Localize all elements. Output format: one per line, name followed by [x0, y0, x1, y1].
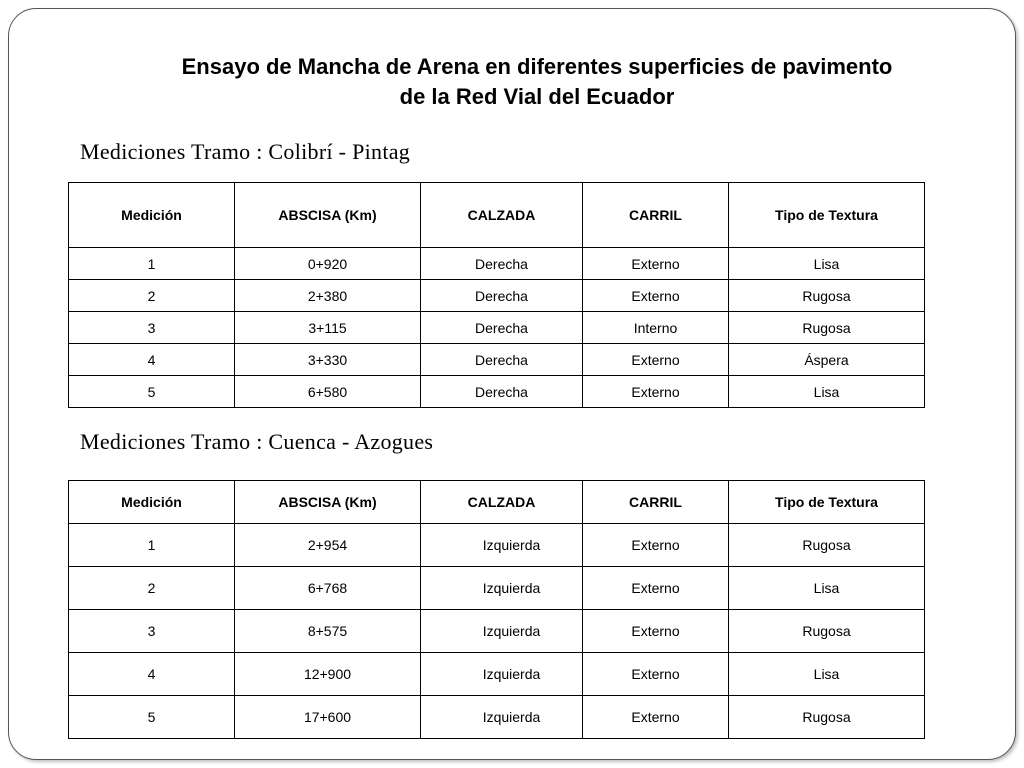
cell-abscisa: 0+920: [235, 248, 421, 280]
table-colibri-pintag: [68, 182, 925, 408]
cell-medicion: 2: [69, 280, 235, 312]
cell-abscisa: 12+900: [235, 653, 421, 696]
header-carril: CARRIL: [583, 183, 729, 248]
cell-medicion: 4: [69, 653, 235, 696]
cell-abscisa: 17+600: [235, 696, 421, 739]
cell-calzada: Izquierda: [421, 610, 583, 653]
header-carril: CARRIL: [583, 481, 729, 524]
cell-calzada: Izquierda: [421, 696, 583, 739]
header-abscisa: ABSCISA (Km): [235, 183, 421, 248]
cell-medicion: 5: [69, 696, 235, 739]
cell-calzada: Izquierda: [421, 567, 583, 610]
cell-tipo-textura: Lisa: [729, 376, 925, 408]
table-row: [69, 567, 925, 610]
section-heading-colibri-pintag: Mediciones Tramo : Colibrí - Pintag: [80, 139, 411, 164]
cell-tipo-textura: Lisa: [729, 567, 925, 610]
table-row: [69, 344, 925, 376]
cell-medicion: 1: [69, 248, 235, 280]
cell-calzada: Derecha: [421, 248, 583, 280]
cell-carril: Externo: [583, 248, 729, 280]
cell-medicion: 1: [69, 524, 235, 567]
table-row: [69, 524, 925, 567]
cell-carril: Interno: [583, 312, 729, 344]
cell-abscisa: 2+954: [235, 524, 421, 567]
header-tipo-textura: Tipo de Textura: [729, 183, 925, 248]
header-tipo-textura: Tipo de Textura: [729, 481, 925, 524]
header-medicion: Medición: [69, 481, 235, 524]
cell-medicion: 5: [69, 376, 235, 408]
cell-calzada: Izquierda: [421, 524, 583, 567]
table-row: [69, 280, 925, 312]
table-row: [69, 653, 925, 696]
title-line-1: Ensayo de Mancha de Arena en diferentes superficies de pavimento: [181, 54, 893, 79]
cell-tipo-textura: Rugosa: [729, 312, 925, 344]
cell-abscisa: 6+768: [235, 567, 421, 610]
cell-calzada: Derecha: [421, 376, 583, 408]
table-header-row: [69, 481, 925, 524]
cell-tipo-textura: Rugosa: [729, 610, 925, 653]
cell-tipo-textura: Lisa: [729, 248, 925, 280]
cell-carril: Externo: [583, 344, 729, 376]
cell-carril: Externo: [583, 524, 729, 567]
cell-abscisa: 2+380: [235, 280, 421, 312]
table-row: [69, 248, 925, 280]
section-heading-cuenca-azogues: Mediciones Tramo : Cuenca - Azogues: [80, 429, 434, 454]
cell-abscisa: 8+575: [235, 610, 421, 653]
cell-calzada: Derecha: [421, 280, 583, 312]
cell-carril: Externo: [583, 696, 729, 739]
header-medicion: Medición: [69, 183, 235, 248]
table-row: [69, 312, 925, 344]
cell-tipo-textura: Rugosa: [729, 524, 925, 567]
cell-medicion: 2: [69, 567, 235, 610]
table-row: [69, 610, 925, 653]
cell-carril: Externo: [583, 610, 729, 653]
cell-carril: Externo: [583, 567, 729, 610]
cell-medicion: 3: [69, 610, 235, 653]
table-header-row: [69, 183, 925, 248]
title-line-2: de la Red Vial del Ecuador: [399, 84, 675, 109]
cell-carril: Externo: [583, 653, 729, 696]
cell-medicion: 3: [69, 312, 235, 344]
cell-medicion: 4: [69, 344, 235, 376]
cell-calzada: Izquierda: [421, 653, 583, 696]
cell-abscisa: 3+115: [235, 312, 421, 344]
cell-calzada: Derecha: [421, 312, 583, 344]
cell-abscisa: 3+330: [235, 344, 421, 376]
cell-tipo-textura: Áspera: [729, 344, 925, 376]
cell-calzada: Derecha: [421, 344, 583, 376]
cell-tipo-textura: Lisa: [729, 653, 925, 696]
header-calzada: CALZADA: [421, 481, 583, 524]
cell-carril: Externo: [583, 376, 729, 408]
header-calzada: CALZADA: [421, 183, 583, 248]
cell-tipo-textura: Rugosa: [729, 696, 925, 739]
table-row: [69, 696, 925, 739]
header-abscisa: ABSCISA (Km): [235, 481, 421, 524]
table-row: [69, 376, 925, 408]
table-cuenca-azogues: [68, 480, 925, 739]
page-title: [0, 52, 1024, 112]
cell-abscisa: 6+580: [235, 376, 421, 408]
cell-carril: Externo: [583, 280, 729, 312]
cell-tipo-textura: Rugosa: [729, 280, 925, 312]
